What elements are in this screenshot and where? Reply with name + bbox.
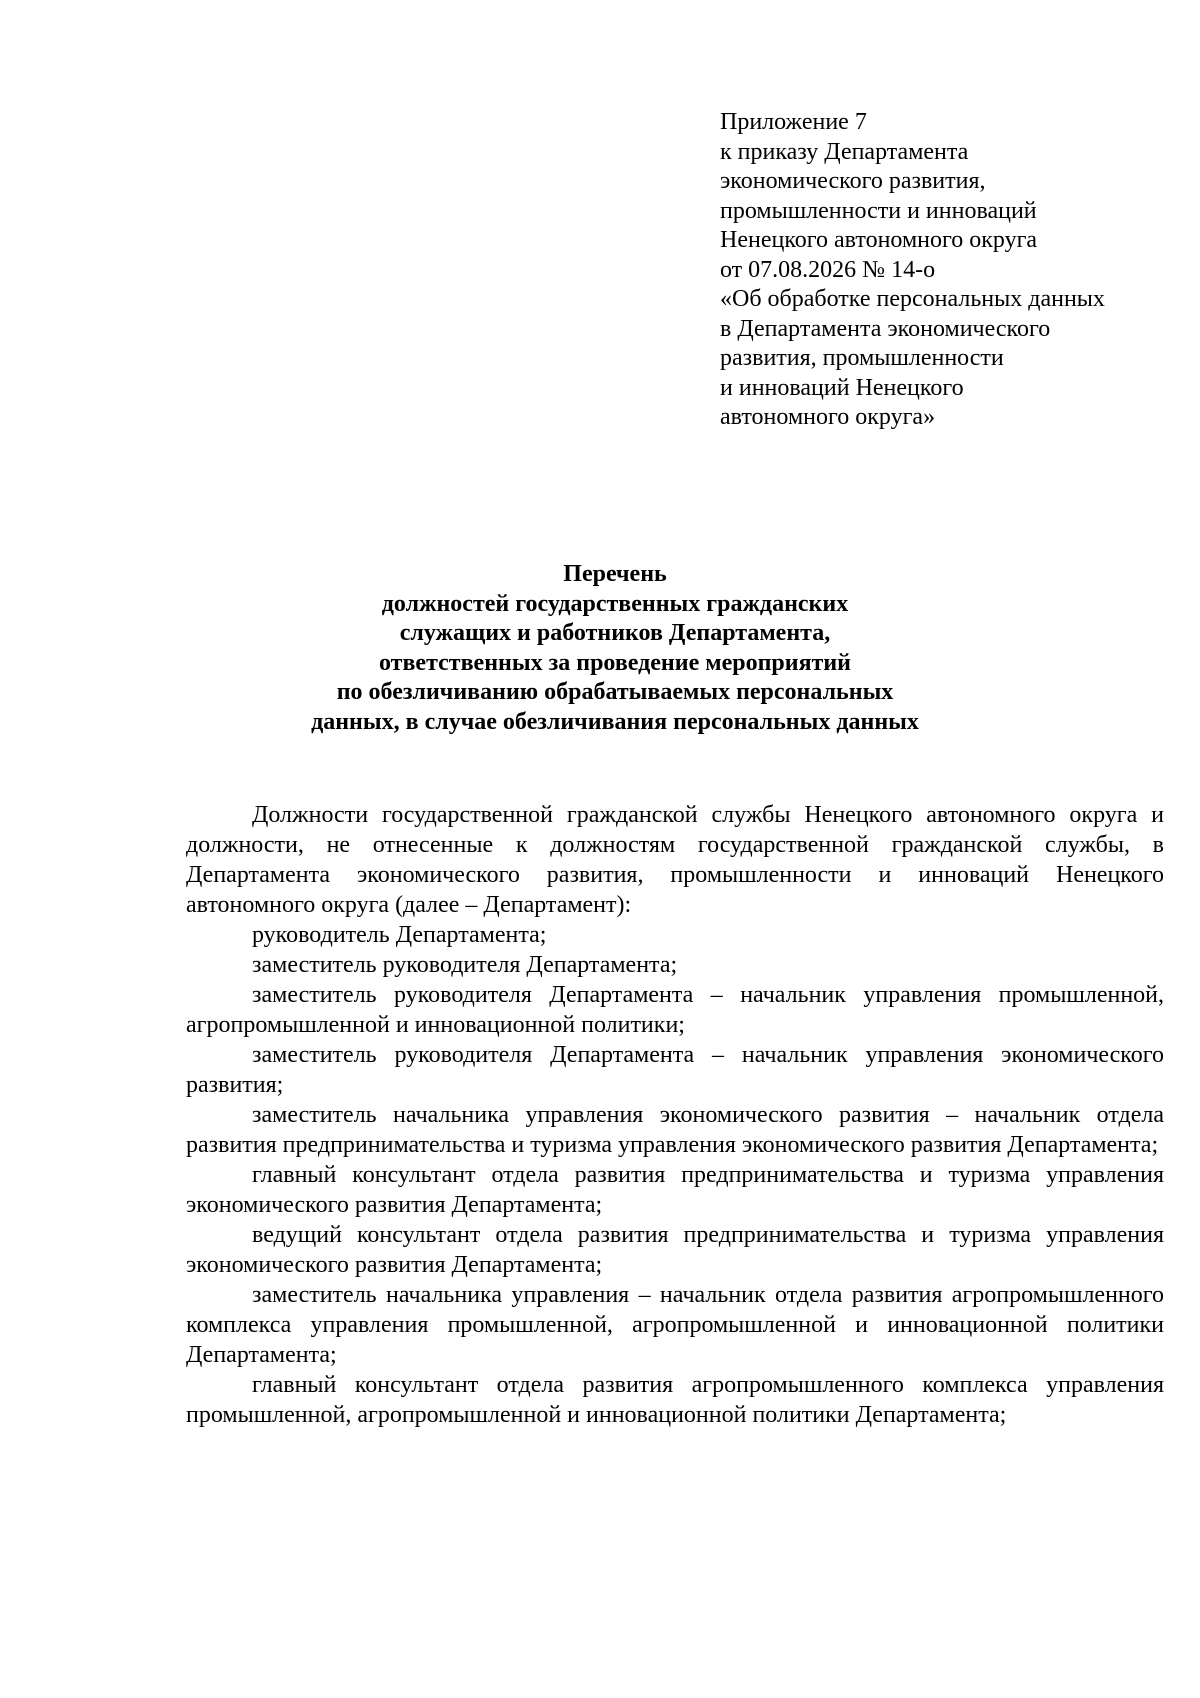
body-paragraph: заместитель руководителя Департамента – начальник управления промышленной, агропромышленной и инновационной политики; [186,982,1164,1038]
title-line: ответственных за проведение мероприятий [378,649,852,676]
appendix-line: развития, промышленности [720,345,1004,371]
title-line: данных, в случае обезличивания персональных данных [311,708,919,735]
appendix-line: автономного округа» [720,404,936,430]
body-paragraph: главный консультант отдела развития предпринимательства и туризма управления экономического развития Департамента; [186,1162,1164,1218]
appendix-line: в Департамента экономического [720,315,1051,342]
appendix-line: «Об обработке персональных данных [720,286,1105,312]
document-body [186,800,1164,1430]
appendix-line: Ненецкого автономного округа [720,227,1038,253]
body-paragraph: заместитель руководителя Департамента; [252,952,678,978]
appendix-line: промышленности и инноваций [720,197,1037,224]
appendix-header [720,108,1180,433]
title-line: Перечень [563,561,667,587]
appendix-line: к приказу Департамента [720,138,969,165]
document-title [180,560,1050,737]
title-line: по обезличиванию обрабатываемых персональных [336,679,894,705]
body-paragraph: заместитель начальника управления экономического развития – начальник отдела развития предпринимательства и туризма управления экономического развития Департамента; [186,1102,1164,1158]
body-paragraph: заместитель руководителя Департамента – начальник управления экономического развития; [186,1042,1164,1098]
body-paragraph: заместитель начальника управления – начальник отдела развития агропромышленного комплекса управления промышленной, агропромышленной и инновационной политики Департамента; [186,1282,1164,1368]
appendix-line: от 07.08.2026 № 14-о [720,256,936,283]
body-paragraph: Должности государственной гражданской службы Ненецкого автономного округа и должности, не отнесенные к должностям государственной гражданской службы, в Департамента экономического развития, промышленности и инноваций Ненецкого автономного округа (далее – Департамент): [186,802,1164,918]
body-paragraph: руководитель Департамента; [252,922,547,948]
title-line: должностей государственных гражданских [381,590,849,617]
body-paragraph: главный консультант отдела развития агропромышленного комплекса управления промышленной, агропромышленной и инновационной политики Департамента; [186,1372,1164,1428]
appendix-line: экономического развития, [720,168,986,194]
appendix-line: Приложение 7 [720,109,867,135]
body-paragraph: ведущий консультант отдела развития предпринимательства и туризма управления экономического развития Департамента; [186,1222,1164,1278]
title-line: служащих и работников Департамента, [399,620,831,646]
appendix-line: и инноваций Ненецкого [720,374,964,401]
